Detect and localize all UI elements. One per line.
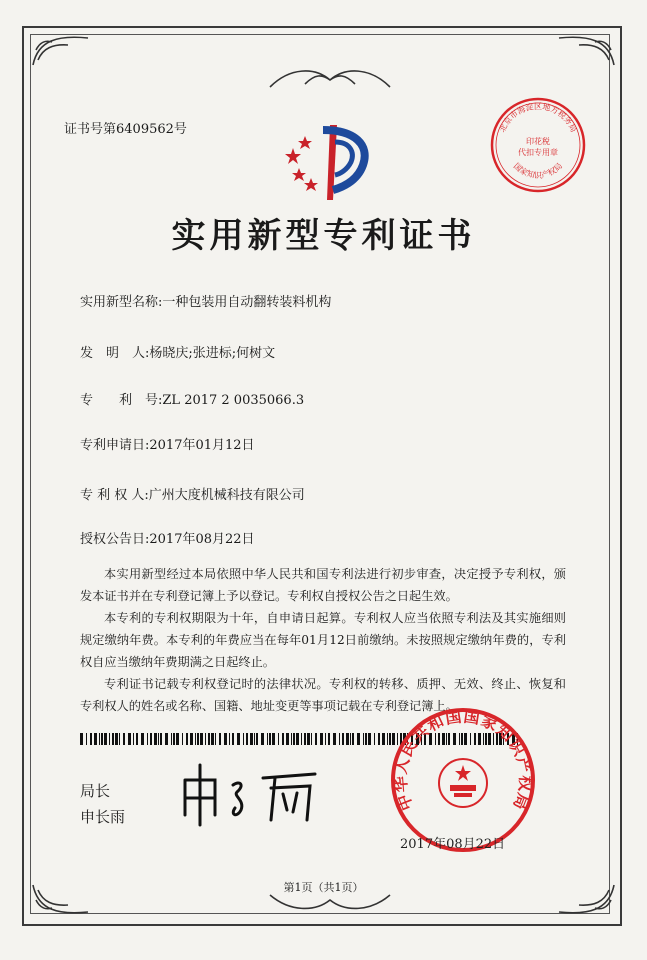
tax-stamp-seal [488, 95, 588, 195]
barcode-bar [232, 733, 234, 745]
certificate-body [80, 563, 566, 717]
top-center-ornament [260, 62, 400, 92]
barcode-bar [112, 733, 114, 745]
barcode-bar [301, 733, 302, 745]
barcode-bar [320, 733, 323, 745]
field-patent-number [80, 389, 304, 408]
corner-ornament-top-left [28, 30, 98, 70]
barcode-bar [211, 733, 214, 745]
field-value: 广州大度机械科技有限公司 [148, 488, 305, 503]
field-label: 发 明 人: [80, 346, 150, 361]
svg-text:北京市海淀区地方税务局 [497, 101, 579, 133]
barcode-bar [229, 733, 230, 745]
field-filing-date [80, 434, 255, 453]
barcode-bar [333, 733, 336, 745]
barcode-bar [115, 733, 118, 745]
field-value: 杨晓庆;张进标;何树文 [149, 346, 276, 361]
barcode-bar [307, 733, 310, 745]
barcode-bar [173, 733, 175, 745]
barcode-bar [119, 733, 120, 745]
certificate-title: 实用新型专利证书 [171, 216, 476, 256]
barcode-bar [286, 733, 289, 745]
barcode-bar [357, 733, 360, 745]
barcode-bar [342, 733, 344, 745]
barcode-bar [150, 733, 152, 745]
national-emblem-icon [439, 759, 487, 807]
barcode-bar [197, 733, 199, 745]
barcode-bar [237, 733, 240, 745]
field-utility-model-name [80, 291, 331, 310]
barcode-bar [296, 733, 299, 745]
barcode-bar [315, 733, 317, 745]
page-footer: 第1页（共1页） [283, 881, 364, 894]
barcode-bar [261, 733, 264, 745]
barcode-bar [215, 733, 216, 745]
barcode-bar [133, 733, 134, 745]
small-seal-inner-2: 代扣专用章 [518, 148, 558, 157]
barcode-bar [224, 733, 227, 745]
barcode-bar [304, 733, 306, 745]
barcode-bar [80, 733, 83, 745]
body-paragraph-2: 本专利的专利权期限为十年，自申请日起算。专利权人应当依照专利法及其实施细则规定缴纳年费。本专利的年费应当在每年01月12日前缴纳。未按照规定缴纳年费的，专利权自应当缴纳年费期满之日起终止。 [80, 611, 566, 669]
barcode-bar [158, 733, 159, 745]
barcode-bar [267, 733, 268, 745]
barcode-bar [136, 733, 138, 745]
corner-ornament-top-right [549, 30, 619, 70]
barcode-bar [208, 733, 210, 745]
barcode-bar [269, 733, 271, 745]
barcode-bar [123, 733, 125, 745]
barcode-bar [200, 733, 203, 745]
barcode-bar [272, 733, 275, 745]
barcode-bar [382, 733, 385, 745]
certificate-number: 证书号第6409562号 [64, 122, 187, 137]
barcode-bar [160, 733, 162, 745]
barcode-bar [339, 733, 340, 745]
field-grant-date [80, 528, 255, 547]
barcode-bar [374, 733, 375, 745]
barcode-bar [186, 733, 188, 745]
barcode-bar [363, 733, 364, 745]
field-label: 专利申请日: [80, 438, 150, 453]
barcode-bar [256, 733, 258, 745]
field-label: 专 利 权 人: [80, 488, 149, 503]
barcode-bar [165, 733, 168, 745]
barcode-bar [243, 733, 244, 745]
barcode-bar [94, 733, 97, 745]
field-patentee [80, 484, 305, 503]
seal-date: 2017年08月22日 [400, 837, 506, 852]
barcode-bar [86, 733, 87, 745]
barcode-bar [346, 733, 349, 745]
barcode-bar [378, 733, 380, 745]
barcode-bar [171, 733, 172, 745]
barcode-bar [246, 733, 248, 745]
field-inventors [80, 342, 275, 361]
field-value: 2017年01月12日 [149, 438, 255, 453]
barcode-bar [291, 733, 292, 745]
field-label: 专 利 号: [80, 393, 163, 408]
barcode-bar [190, 733, 193, 745]
field-label: 授权公告日: [80, 532, 150, 547]
barcode-bar [325, 733, 326, 745]
handwritten-signature [175, 760, 325, 830]
barcode-bar [350, 733, 351, 745]
barcode-bar [128, 733, 131, 745]
field-value: 2017年08月22日 [149, 532, 255, 547]
chief-title: 局长 [80, 782, 111, 800]
barcode-bar [104, 733, 107, 745]
small-seal-inner-1: 印花税 [526, 137, 550, 146]
barcode-bar [90, 733, 92, 745]
small-seal-bottom-text: 国家知识产权局 [511, 161, 565, 180]
barcode-bar [176, 733, 179, 745]
barcode-bar [141, 733, 144, 745]
barcode-bar [205, 733, 206, 745]
field-label: 实用新型名称: [80, 295, 163, 310]
barcode-bar [365, 733, 367, 745]
cnipa-logo-icon [275, 120, 385, 205]
barcode-bar [154, 733, 157, 745]
barcode-bar [101, 733, 103, 745]
barcode-bar [368, 733, 371, 745]
barcode-bar [195, 733, 196, 745]
chief-name: 申长雨 [80, 808, 126, 826]
body-paragraph-3: 专利证书记载专利权登记时的法律状况。专利权的转移、质押、无效、终止、恢复和专利权人的姓名或名称、国籍、地址变更等事项记载在专利登记簿上。 [80, 677, 566, 713]
barcode-bar [278, 733, 279, 745]
barcode-bar [282, 733, 284, 745]
barcode-bar [352, 733, 354, 745]
field-value: 一种包装用自动翻转装料机构 [162, 295, 332, 310]
barcode-bar [99, 733, 100, 745]
barcode-bar [293, 733, 295, 745]
barcode-bar [311, 733, 312, 745]
barcode-bar [219, 733, 221, 745]
small-seal-outer-text: 北京市海淀区地方税务局 [497, 102, 579, 134]
big-seal-text: 中华人民共和国国家知识产权局 [390, 706, 536, 814]
svg-text:国家知识产权局 [512, 161, 564, 180]
field-value: ZL 2017 2 0035066.3 [162, 393, 305, 408]
barcode-bar [147, 733, 148, 745]
barcode-bar [250, 733, 253, 745]
body-paragraph-1: 本实用新型经过本局依照中华人民共和国专利法进行初步审查，决定授予专利权，颁发本证书并在专利登记簿上予以登记。专利权自授权公告之日起生效。 [80, 567, 566, 603]
barcode-bar [182, 733, 183, 745]
barcode-bar [254, 733, 255, 745]
barcode-bar [328, 733, 330, 745]
barcode-bar [109, 733, 110, 745]
